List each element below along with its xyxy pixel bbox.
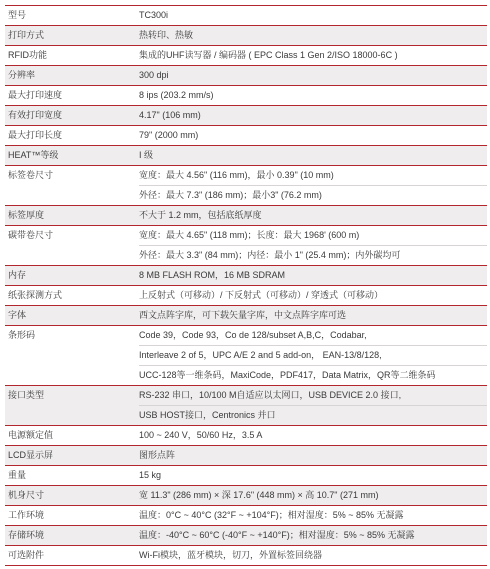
spec-row-print-width	[5, 106, 487, 126]
spec-row-rfid	[5, 46, 487, 66]
spec-value-line: 4.17" (106 mm)	[139, 110, 201, 120]
spec-row-power	[5, 426, 487, 446]
spec-label: 标签厚度	[8, 210, 45, 220]
spec-value-line: 8 MB FLASH ROM，16 MB SDRAM	[139, 270, 286, 280]
spec-row-max-length	[5, 126, 487, 146]
spec-value	[139, 306, 487, 325]
spec-value-line: 不大于 1.2 mm，包括底纸厚度	[139, 210, 262, 220]
spec-value	[139, 86, 487, 105]
spec-table	[5, 5, 487, 566]
spec-row-barcodes	[5, 326, 487, 386]
spec-label: 工作环境	[8, 510, 45, 520]
spec-value-line: Wi-Fi模块，蓝牙模块，切刀，外置标签回绕器	[139, 550, 322, 560]
spec-row-ribbon-roll-size	[5, 226, 487, 266]
spec-value	[139, 446, 487, 465]
spec-value	[139, 166, 487, 205]
spec-row-fonts	[5, 306, 487, 326]
spec-value	[139, 546, 487, 565]
spec-value	[139, 486, 487, 505]
spec-value	[139, 386, 487, 425]
spec-value	[139, 466, 487, 485]
spec-value	[139, 326, 487, 385]
spec-label: 有效打印宽度	[8, 110, 63, 120]
spec-row-interfaces	[5, 386, 487, 426]
spec-label: 重量	[8, 470, 27, 480]
spec-row-media-sensor	[5, 286, 487, 306]
spec-value-line: 100 ~ 240 V，50/60 Hz，3.5 A	[139, 430, 263, 440]
spec-row-storage-env	[5, 526, 487, 546]
spec-value-line: 热转印、热敏	[139, 30, 194, 40]
spec-value-line: 集成的UHF读写器 / 编码器 ( EPC Class 1 Gen 2/ISO 18000-6C )	[139, 50, 398, 60]
spec-value-line: 宽度：最大 4.56" (116 mm)，最小 0.39" (10 mm)	[139, 170, 334, 180]
spec-value-line: Interleave 2 of 5，UPC A/E 2 and 5 add-on， EAN-13/8/128,	[139, 345, 487, 365]
spec-value-line: 8 ips (203.2 mm/s)	[139, 90, 214, 100]
spec-row-operating-env	[5, 506, 487, 526]
spec-label: 机身尺寸	[8, 490, 45, 500]
spec-value	[139, 26, 487, 45]
spec-value	[139, 146, 487, 165]
spec-label: RFID功能	[8, 50, 47, 60]
spec-label: 纸张探测方式	[8, 290, 63, 300]
spec-label: 可选附件	[8, 550, 45, 560]
spec-row-label-thickness	[5, 206, 487, 226]
spec-label: 碳带卷尺寸	[8, 230, 54, 240]
spec-row-heat-class	[5, 146, 487, 166]
spec-value-line: TC300i	[139, 10, 169, 20]
spec-label: LCD显示屏	[8, 450, 54, 460]
spec-value	[139, 6, 487, 25]
spec-value-line: 300 dpi	[139, 70, 169, 80]
spec-label: 分辨率	[8, 70, 36, 80]
spec-value	[139, 46, 487, 65]
spec-value-line: 图形点阵	[139, 450, 176, 460]
spec-value	[139, 226, 487, 265]
spec-value-line: 温度：-40°C ~ 60°C (-40°F ~ +140°F)；相对湿度：5% ~ 85% 无凝露	[139, 530, 415, 540]
spec-value	[139, 66, 487, 85]
spec-value-line: UCC-128等一维条码，MaxiCode，PDF417，Data Matrix，QR等二维条码	[139, 365, 487, 385]
spec-value-line: 西文点阵字库，可下载矢量字库，中文点阵字库可选	[139, 310, 347, 320]
spec-label: 型号	[8, 10, 27, 20]
spec-value-line: 79" (2000 mm)	[139, 130, 199, 140]
spec-label: 接口类型	[8, 390, 45, 400]
spec-value-line: 宽度：最大 4.65" (118 mm)；长度：最大 1968' (600 m)	[139, 230, 360, 240]
spec-value-line: 温度：0°C ~ 40°C (32°F ~ +104°F)；相对湿度：5% ~ 85% 无凝露	[139, 510, 404, 520]
spec-value	[139, 506, 487, 525]
spec-value	[139, 126, 487, 145]
spec-value	[139, 286, 487, 305]
spec-label: 条形码	[8, 330, 36, 340]
spec-row-model	[5, 6, 487, 26]
spec-row-dimensions	[5, 486, 487, 506]
spec-value-line: I 级	[139, 150, 154, 160]
spec-value-line: USB HOST接口，Centronics 并口	[139, 405, 487, 425]
spec-value	[139, 526, 487, 545]
spec-label: 存储环境	[8, 530, 45, 540]
spec-row-print-method	[5, 26, 487, 46]
spec-value	[139, 106, 487, 125]
spec-label: 电源额定值	[8, 430, 54, 440]
spec-label: 打印方式	[8, 30, 45, 40]
spec-row-options	[5, 546, 487, 566]
spec-row-weight	[5, 466, 487, 486]
spec-value-line: 外径：最大 7.3" (186 mm)；最小3" (76.2 mm)	[139, 185, 487, 205]
spec-value	[139, 426, 487, 445]
spec-value-line: Code 39，Code 93，Co de 128/subset A,B,C，Codabar,	[139, 330, 367, 340]
spec-row-memory	[5, 266, 487, 286]
spec-label: 标签卷尺寸	[8, 170, 54, 180]
spec-label: HEAT™等级	[8, 150, 59, 160]
spec-row-label-roll-size	[5, 166, 487, 206]
spec-value-line: 上反射式（可移动）/ 下反射式（可移动）/ 穿透式（可移动）	[139, 290, 384, 300]
spec-value	[139, 266, 487, 285]
spec-value-line: RS-232 串口，10/100 M自适应以太网口，USB DEVICE 2.0 接口,	[139, 390, 402, 400]
spec-value-line: 15 kg	[139, 470, 162, 480]
spec-row-max-speed	[5, 86, 487, 106]
spec-value	[139, 206, 487, 225]
spec-label: 字体	[8, 310, 27, 320]
spec-value-line: 外径：最大 3.3" (84 mm)；内径：最小 1" (25.4 mm)；内外碳均可	[139, 245, 487, 265]
spec-row-resolution	[5, 66, 487, 86]
spec-value-line: 宽 11.3" (286 mm) × 深 17.6" (448 mm) × 高 10.7" (271 mm)	[139, 490, 379, 500]
spec-label: 最大打印速度	[8, 90, 63, 100]
spec-row-lcd	[5, 446, 487, 466]
spec-label: 最大打印长度	[8, 130, 63, 140]
spec-label: 内存	[8, 270, 27, 280]
